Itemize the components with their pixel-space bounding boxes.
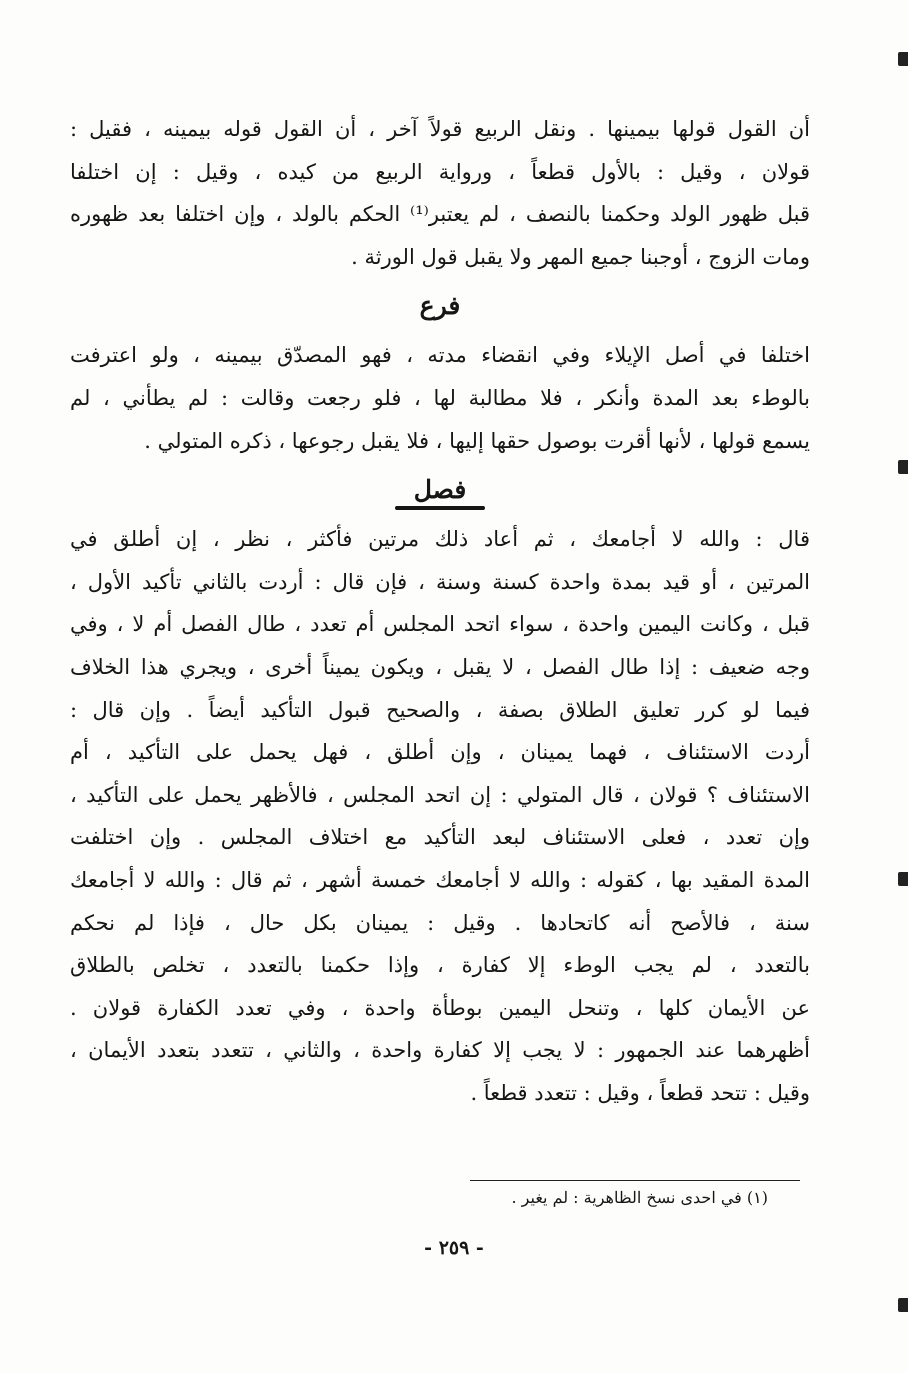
text-line: المدة المقيد بها ، كقوله : والله لا أجامعك خمسة أشهر ، ثم قال : والله لا أجامعك bbox=[70, 867, 810, 892]
text-line: أظهرهما عند الجمهور : لا يجب إلا كفارة واحدة ، والثاني ، تتعدد بتعدد الأيمان ، bbox=[70, 1038, 810, 1063]
text-line: بالتعدد ، لم يجب الوطء إلا كفارة ، وإذا حكمنا بالتعدد ، تخلص بالطلاق bbox=[70, 953, 810, 978]
text-line: أردت الاستئناف ، فهما يمينان ، وإن أطلق ، فهل يحمل على التأكيد ، أم bbox=[70, 740, 810, 765]
paragraph-1 bbox=[70, 108, 810, 278]
text-line: أن القول قولها بيمينها . ونقل الربيع قولاً آخر ، أن القول قوله بيمينه ، فقيل : bbox=[70, 117, 810, 141]
text-line: وجه ضعيف : إذا طال الفصل ، لا يقبل ، ويكون يميناً أخرى ، ويجري هذا الخلاف bbox=[70, 654, 810, 679]
footnote: (١) في احدى نسخ الظاهرية : لم يغير . bbox=[511, 1188, 768, 1207]
paragraph-3 bbox=[70, 518, 810, 1114]
scan-edge-mark bbox=[898, 1298, 908, 1312]
page-number: - ٢٥٩ - bbox=[424, 1237, 484, 1259]
scan-edge-mark bbox=[898, 52, 908, 66]
text-line: قبل ظهور الولد وحكمنا بالنصف ، لم يعتبر⁽¹⁾ الحكم بالولد ، وإن اختلفا بعد ظهوره bbox=[70, 202, 810, 227]
heading-swash-decoration bbox=[395, 506, 485, 510]
text-line: الاستئناف ؟ قولان ، قال المتولي : إن اتحد المجلس ، فالأظهر يحمل على التأكيد ، bbox=[70, 782, 810, 807]
text-line: بالوطء بعد المدة وأنكر ، فلا مطالبة لها ، فلو رجعت وقالت : لم يطأني ، لم bbox=[70, 385, 810, 410]
text-line: ومات الزوج ، أوجبنا جميع المهر ولا يقبل قول الورثة . bbox=[351, 244, 810, 269]
text-line: عن الأيمان كلها ، وتنحل اليمين بوطأة واحدة ، وفي تعدد الكفارة قولان . bbox=[70, 995, 810, 1020]
text-line: وقيل : تتحد قطعاً ، وقيل : تتعدد قطعاً . bbox=[470, 1080, 810, 1105]
text-line: فيما لو كرر تعليق الطلاق بصفة ، والصحيح قبول التأكيد أيضاً . وإن قال : bbox=[70, 697, 810, 722]
section-heading-far: فرع bbox=[419, 291, 461, 321]
section-heading-text: فصل bbox=[413, 475, 467, 505]
text-line: المرتين ، أو قيد بمدة واحدة كسنة وسنة ، فإن قال : أردت بالثاني تأكيد الأول ، bbox=[70, 569, 810, 594]
text-line: قبل ، وكانت اليمين واحدة ، سواء اتحد المجلس أم تعدد ، طال الفصل أم لا ، وفي bbox=[70, 612, 810, 637]
page-body bbox=[70, 108, 810, 1114]
text-line: قال : والله لا أجامعك ، ثم أعاد ذلك مرتين فأكثر ، نظر ، إن أطلق في bbox=[70, 527, 810, 552]
scan-edge-mark bbox=[898, 872, 908, 886]
text-line: سنة ، فالأصح أنه كاتحادها . وقيل : يمينان بكل حال ، فإذا لم نحكم bbox=[70, 910, 810, 935]
text-line: قولان ، وقيل : بالأول قطعاً ، ورواية الربيع من كيده ، وقيل : إن اختلفا bbox=[70, 159, 810, 184]
text-line: وإن تعدد ، فعلى الاستئناف لبعد التأكيد مع اختلاف المجلس . وإن اختلفت bbox=[70, 825, 810, 850]
footnote-divider bbox=[470, 1180, 800, 1181]
section-heading-fasl bbox=[70, 462, 810, 518]
scan-edge-mark bbox=[898, 460, 908, 474]
text-line: يسمع قولها ، لأنها أقرت بوصول حقها إليها ، فلا يقبل رجوعها ، ذكره المتولي . bbox=[144, 428, 810, 453]
text-line: اختلفا في أصل الإيلاء وفي انقضاء مدته ، فهو المصدّق بيمينه ، ولو اعترفت bbox=[70, 343, 810, 368]
paragraph-2 bbox=[70, 334, 810, 462]
